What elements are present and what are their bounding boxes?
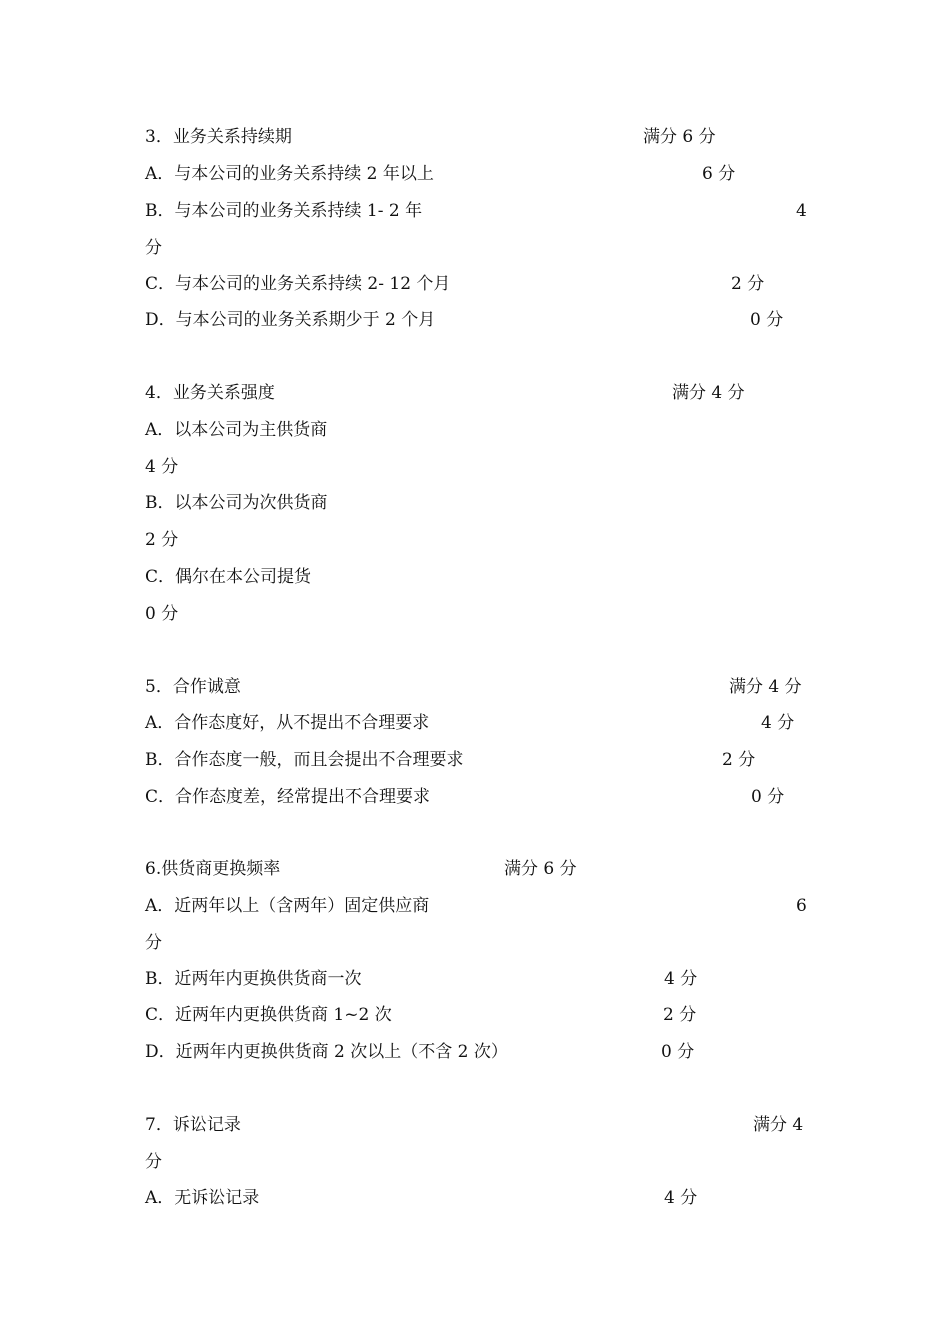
option-text: C．近两年内更换供货商 1~2 次: [145, 1005, 392, 1025]
section-max-score: 满分 4: [753, 1115, 804, 1135]
section-title: 5．合作诚意: [145, 677, 241, 697]
option-text: A．以本公司为主供货商: [145, 420, 328, 440]
section-title: 6.供货商更换频率: [145, 859, 281, 879]
option-score-wrap: 分: [145, 933, 162, 953]
option-score: 2 分: [731, 274, 765, 294]
option-text: C．合作态度差，经常提出不合理要求: [145, 787, 431, 807]
section-max-score: 满分 6 分: [643, 127, 716, 147]
option-text: C．与本公司的业务关系持续 2- 12 个月: [145, 274, 451, 294]
section-max-score: 满分 6 分: [504, 859, 577, 879]
option-text: B．以本公司为次供货商: [145, 493, 328, 513]
section-title: 3．业务关系持续期: [145, 127, 292, 147]
option-text: D．与本公司的业务关系期少于 2 个月: [145, 310, 436, 330]
option-text: B．合作态度一般，而且会提出不合理要求: [145, 750, 464, 770]
option-score: 0 分: [750, 310, 784, 330]
option-score: 2 分: [145, 530, 179, 550]
option-text: A．近两年以上（含两年）固定供应商: [145, 896, 430, 916]
option-text: B．近两年内更换供货商一次: [145, 969, 362, 989]
section-title: 4．业务关系强度: [145, 383, 275, 403]
option-score: 4: [796, 201, 807, 221]
option-score: 4 分: [145, 457, 179, 477]
section-max-score: 满分 4 分: [729, 677, 802, 697]
option-score: 0 分: [661, 1042, 695, 1062]
option-score-wrap: 分: [145, 238, 162, 258]
option-score: 0 分: [145, 604, 179, 624]
option-text: C．偶尔在本公司提货: [145, 567, 312, 587]
section-title: 7．诉讼记录: [145, 1115, 241, 1135]
option-text: A．合作态度好，从不提出不合理要求: [145, 713, 430, 733]
section-max-score: 满分 4 分: [672, 383, 745, 403]
option-text: D．近两年内更换供货商 2 次以上（不含 2 次）: [145, 1042, 508, 1062]
option-text: A．与本公司的业务关系持续 2 年以上: [145, 164, 434, 184]
option-score: 0 分: [751, 787, 785, 807]
option-text: B．与本公司的业务关系持续 1- 2 年: [145, 201, 423, 221]
option-score: 2 分: [663, 1005, 697, 1025]
option-score: 6 分: [702, 164, 736, 184]
option-score: 4 分: [664, 1188, 698, 1208]
option-text: A．无诉讼记录: [145, 1188, 260, 1208]
option-score: 4 分: [761, 713, 795, 733]
option-score: 6: [796, 896, 807, 916]
option-score: 2 分: [722, 750, 756, 770]
option-score: 4 分: [664, 969, 698, 989]
section-max-score-wrap: 分: [145, 1152, 162, 1172]
